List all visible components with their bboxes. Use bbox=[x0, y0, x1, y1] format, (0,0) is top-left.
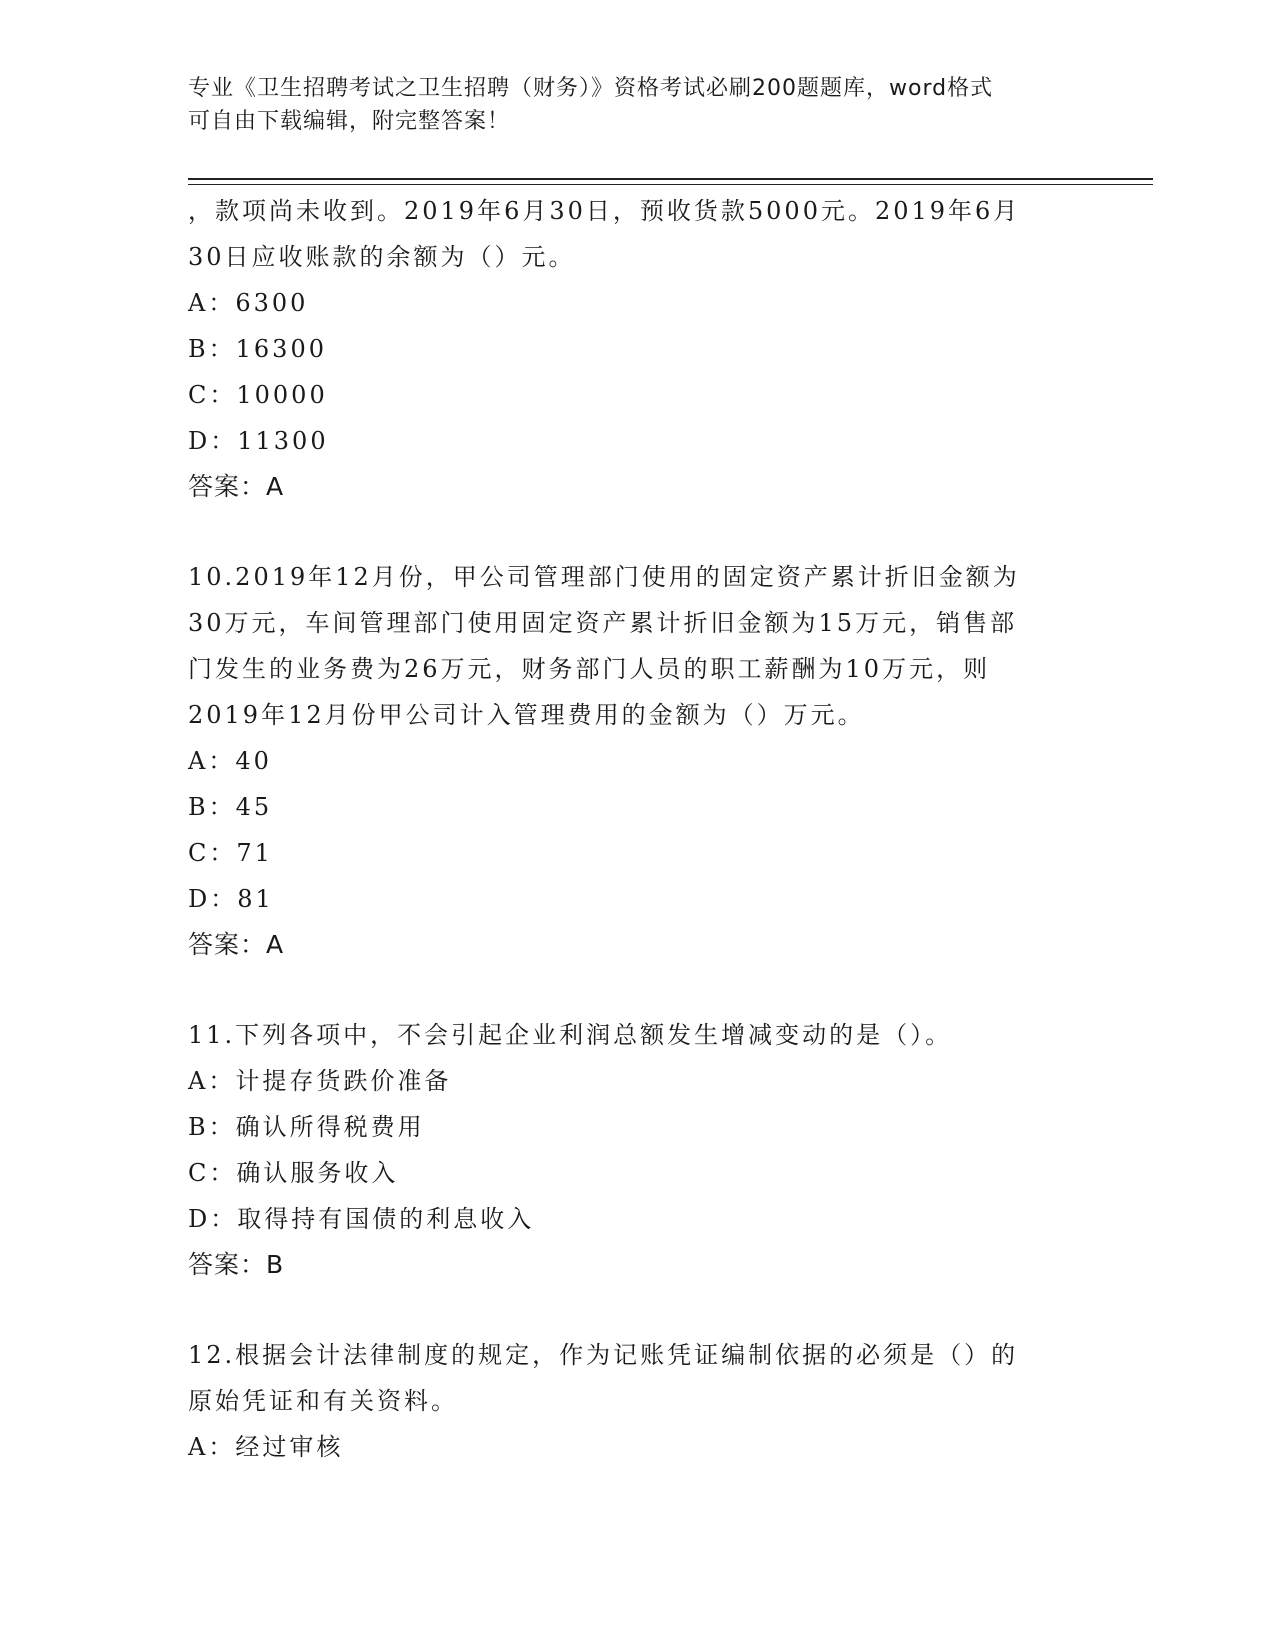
option-c: C：71 bbox=[188, 839, 273, 867]
option-a: A：经过审核 bbox=[188, 1433, 344, 1461]
option-c: C：确认服务收入 bbox=[188, 1159, 399, 1187]
spacer bbox=[188, 968, 1088, 1012]
question-text-line: 原始凭证和有关资料。 bbox=[188, 1387, 458, 1415]
question-text-line: 门发生的业务费为26万元，财务部门人员的职工薪酬为10万元，则 bbox=[188, 655, 991, 683]
header-divider-thick bbox=[188, 178, 1153, 180]
question-text-line: ，款项尚未收到。2019年6月30日，预收货款5000元。2019年6月 bbox=[188, 197, 1021, 225]
answer-label: 答案：A bbox=[188, 930, 285, 959]
option-b: B：16300 bbox=[188, 335, 327, 363]
option-d: D：81 bbox=[188, 885, 274, 913]
question-text-line: 2019年12月份甲公司计入管理费用的金额为（）万元。 bbox=[188, 701, 865, 729]
option-d: D：取得持有国债的利息收入 bbox=[188, 1205, 535, 1233]
option-a: A：6300 bbox=[188, 289, 309, 317]
option-d: D：11300 bbox=[188, 427, 329, 455]
option-a: A：计提存货跌价准备 bbox=[188, 1067, 452, 1095]
question-text-line: 30万元，车间管理部门使用固定资产累计折旧金额为15万元，销售部 bbox=[188, 609, 1018, 637]
answer-label: 答案：B bbox=[188, 1250, 285, 1279]
spacer bbox=[188, 1288, 1088, 1332]
question-10 bbox=[188, 554, 1088, 968]
header-title-line-1: 专业《卫生招聘考试之卫生招聘（财务）》资格考试必刷200题题库，word格式 bbox=[188, 76, 994, 101]
question-text-line: 12.根据会计法律制度的规定，作为记账凭证编制依据的必须是（）的 bbox=[188, 1341, 1019, 1369]
question-continuation bbox=[188, 188, 1088, 510]
header-title-line-2: 可自由下载编辑，附完整答案！ bbox=[188, 109, 511, 134]
question-text-line: 10.2019年12月份，甲公司管理部门使用的固定资产累计折旧金额为 bbox=[188, 563, 1020, 591]
question-text-line: 30日应收账款的余额为（）元。 bbox=[188, 243, 576, 271]
option-b: B：确认所得税费用 bbox=[188, 1113, 425, 1141]
option-a: A：40 bbox=[188, 747, 272, 775]
document-header bbox=[188, 72, 1088, 138]
question-text-line: 11.下列各项中，不会引起企业利润总额发生增减变动的是（）。 bbox=[188, 1021, 953, 1049]
header-divider-thin bbox=[188, 184, 1153, 185]
option-c: C：10000 bbox=[188, 381, 328, 409]
answer-label: 答案：A bbox=[188, 472, 285, 501]
spacer bbox=[188, 510, 1088, 554]
question-12 bbox=[188, 1332, 1088, 1470]
question-list bbox=[188, 188, 1088, 1470]
option-b: B：45 bbox=[188, 793, 273, 821]
question-11 bbox=[188, 1012, 1088, 1288]
